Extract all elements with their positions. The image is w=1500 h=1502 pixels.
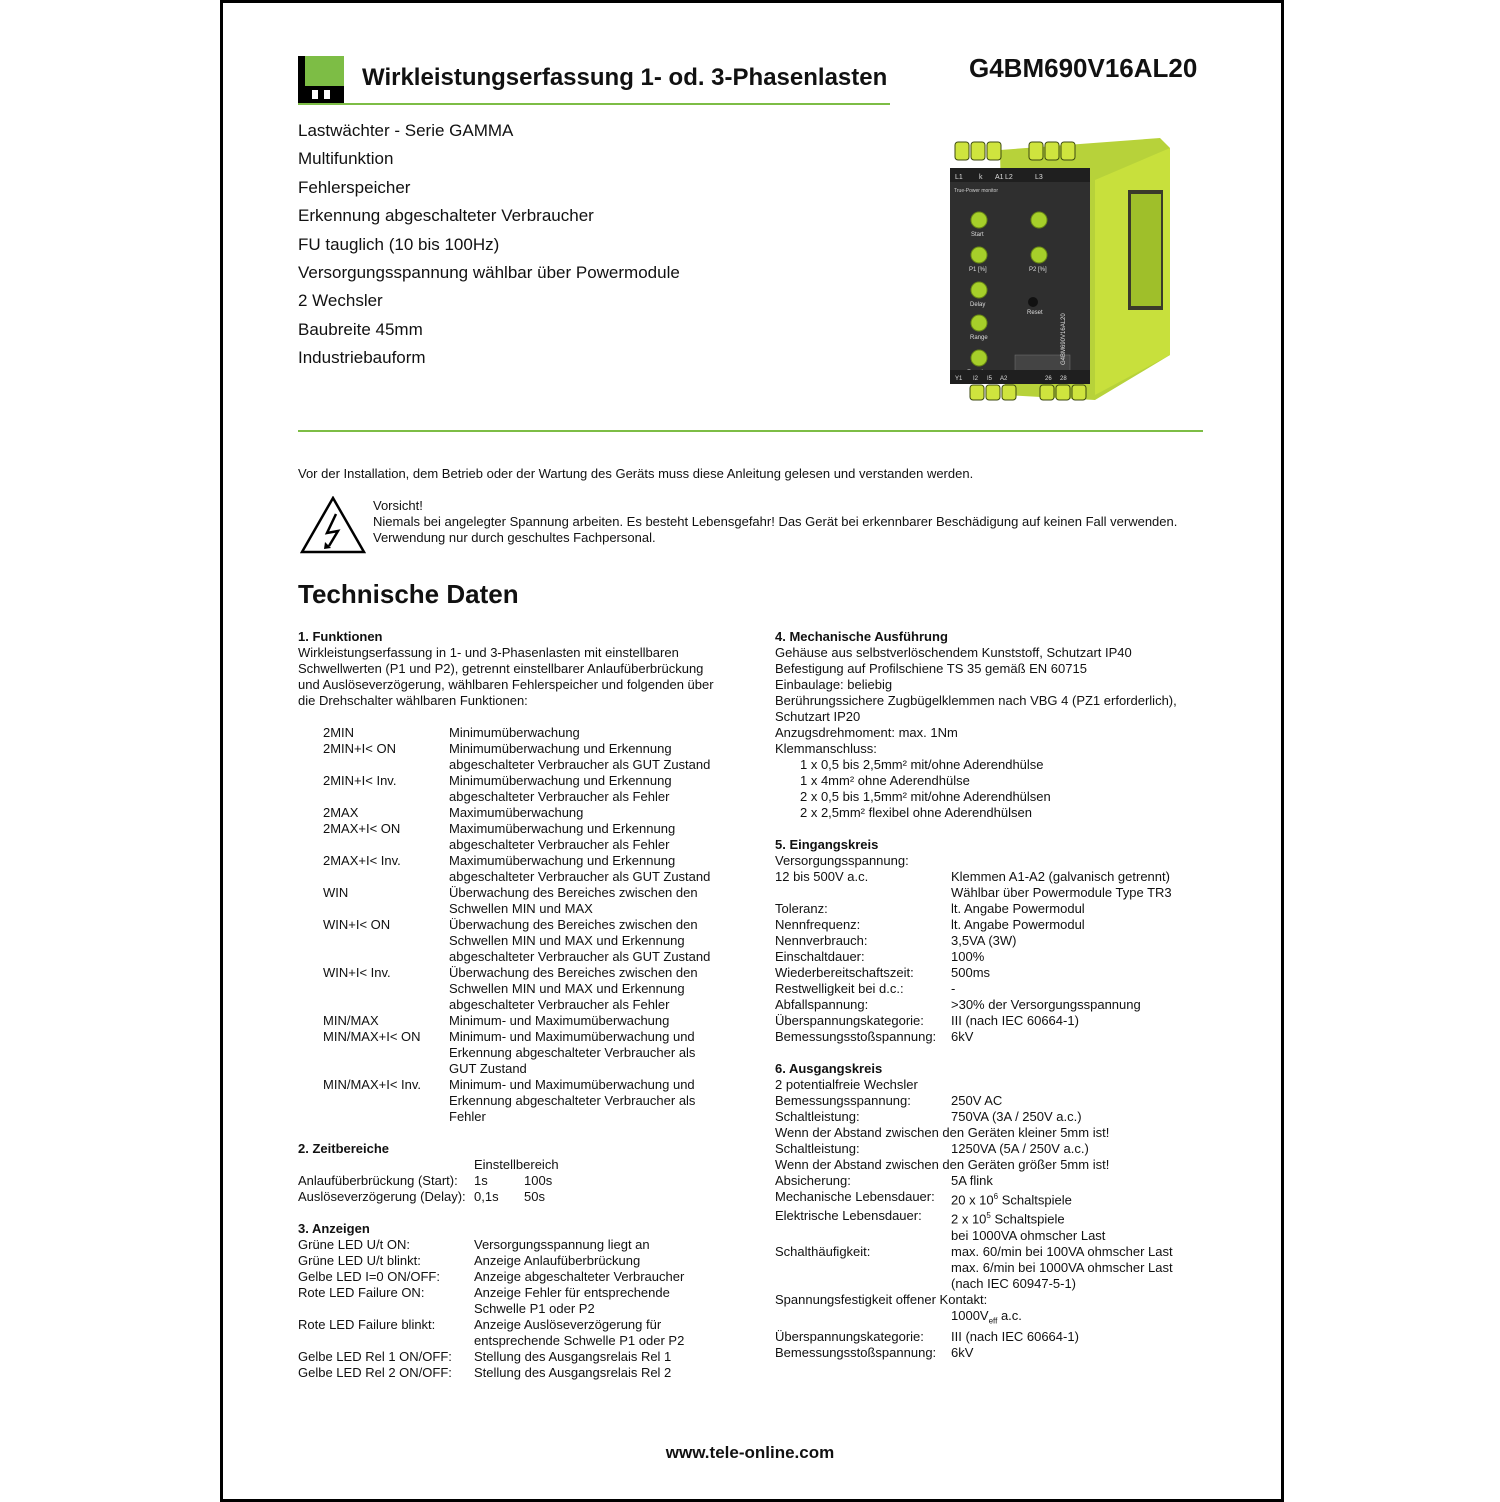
device-terminal-label: A2 xyxy=(1000,376,1008,382)
supply-label: Versorgungsspannung: xyxy=(775,853,909,868)
function-description-line: Minimumüberwachung und Erkennung xyxy=(449,773,672,788)
page-title: Wirkleistungserfassung 1- od. 3-Phasenlasten xyxy=(362,64,888,91)
section-heading: 2. Zeitbereiche xyxy=(298,1141,390,1156)
time-range-row xyxy=(298,1189,738,1205)
input-spec-label: Wiederbereitschaftszeit: xyxy=(775,965,914,980)
device-brand-label: True-Power monitor xyxy=(954,188,998,194)
section-text: Schutzart IP20 xyxy=(775,709,861,724)
indicator-row xyxy=(298,1365,738,1381)
function-description-line: abgeschalteter Verbraucher als Fehler xyxy=(449,837,670,852)
indicator-row xyxy=(298,1349,738,1365)
input-spec-value: 3,5VA (3W) xyxy=(951,933,1017,948)
device-knob-label: Reset xyxy=(1027,310,1043,316)
device-terminal-label: Y1 xyxy=(955,376,963,382)
function-row xyxy=(298,805,738,821)
input-spec-row xyxy=(775,949,1215,965)
input-spec-label: Bemessungsstoßspannung: xyxy=(775,1029,937,1044)
input-spec-value: 500ms xyxy=(951,965,991,980)
function-description-line: abgeschalteter Verbraucher als GUT Zustand xyxy=(449,757,711,772)
indicator-description-line: Anzeige Anlaufüberbrückung xyxy=(474,1253,641,1268)
section-text: und Auslöseverzögerung, wählbaren Fehlerspeicher und folgenden über xyxy=(298,677,714,692)
spacer xyxy=(298,1157,474,1173)
function-description-line: Erkennung abgeschalteter Verbraucher als xyxy=(449,1093,696,1108)
switching-capacity-row xyxy=(775,1109,1215,1125)
indicator-label: Rote LED Failure ON: xyxy=(298,1285,425,1300)
overvoltage-category-label: Überspannungskategorie: xyxy=(775,1329,924,1345)
function-description-line: Fehler xyxy=(449,1109,486,1124)
input-spec-label: Restwelligkeit bei d.c.: xyxy=(775,981,904,996)
function-description-line: Schwellen MIN und MAX und Erkennung xyxy=(449,981,685,996)
indicator-row xyxy=(298,1317,738,1349)
function-code: 2MAX xyxy=(323,805,359,820)
warning-line: Verwendung nur durch geschultes Fachpersonal. xyxy=(373,530,656,545)
function-row xyxy=(298,917,738,965)
input-spec-row xyxy=(775,1013,1215,1029)
input-spec-row xyxy=(775,997,1215,1013)
device-knob-label: Range xyxy=(970,335,988,341)
function-description xyxy=(449,1029,695,1077)
switching-frequency-label: Schalthäufigkeit: xyxy=(775,1243,871,1259)
footer-url: www.tele-online.com xyxy=(665,1443,835,1462)
device-terminal-label: L1 xyxy=(955,174,963,181)
time-range-header-row xyxy=(298,1157,738,1173)
function-row xyxy=(298,885,738,917)
function-description xyxy=(449,965,698,1013)
input-spec-value: lt. Angabe Powermodul xyxy=(951,917,1085,932)
supply-range: 12 bis 500V a.c. xyxy=(775,869,869,884)
electrical-life-value xyxy=(951,1208,1065,1227)
switching-capacity-value: 1250VA (5A / 250V a.c.) xyxy=(951,1141,1089,1156)
switching-frequency-value xyxy=(951,1244,1173,1292)
indicator-description-line: Anzeige Fehler für entsprechende xyxy=(474,1285,670,1300)
device-knob-label: P1 [%] xyxy=(969,267,987,273)
supply-description-line: Wählbar über Powermodule Type TR3 xyxy=(951,885,1172,900)
input-spec-row xyxy=(775,981,1215,997)
function-description xyxy=(449,853,710,885)
section-divider xyxy=(298,430,1203,432)
indicator-description xyxy=(474,1237,650,1253)
indicator-label: Gelbe LED Rel 1 ON/OFF: xyxy=(298,1349,452,1364)
time-range-min: 0,1s xyxy=(474,1189,499,1204)
feature-item: Multifunktion xyxy=(298,149,394,169)
function-description xyxy=(449,1077,695,1125)
indicator-description xyxy=(474,1269,684,1285)
function-description xyxy=(449,725,580,741)
mechanical-life-value xyxy=(951,1189,1072,1208)
input-spec-value: >30% der Versorgungsspannung xyxy=(951,997,1141,1012)
function-description xyxy=(449,885,698,917)
function-description-line: Überwachung des Bereiches zwischen den xyxy=(449,965,698,980)
feature-item: Erkennung abgeschalteter Verbraucher xyxy=(298,206,594,226)
indicator-description xyxy=(474,1317,684,1349)
function-row xyxy=(298,965,738,1013)
input-spec-value: III (nach IEC 60664-1) xyxy=(951,1013,1079,1028)
high-voltage-warning-icon xyxy=(300,496,366,554)
device-terminal-label: L2 xyxy=(1005,174,1013,181)
mechanical-life-exponent: 6 xyxy=(993,1192,999,1201)
section-text: die Drehschalter wählbaren Funktionen: xyxy=(298,693,528,708)
function-description-line: abgeschalteter Verbraucher als Fehler xyxy=(449,789,670,804)
electrical-life-note: bei 1000VA ohmscher Last xyxy=(951,1227,1106,1243)
device-product-image xyxy=(945,130,1180,405)
function-description-line: Minimumüberwachung und Erkennung xyxy=(449,741,672,756)
rated-voltage-value: 250V AC xyxy=(951,1093,1003,1108)
supply-description-line: Klemmen A1-A2 (galvanisch getrennt) xyxy=(951,869,1170,884)
product-code: G4BM690V16AL20 xyxy=(969,53,1198,83)
switching-frequency-line: (nach IEC 60947-5-1) xyxy=(951,1275,1077,1291)
function-code: MIN/MAX xyxy=(323,1013,379,1028)
feature-item: Industriebauform xyxy=(298,348,426,368)
switching-frequency-row xyxy=(775,1244,1215,1292)
feature-item: Versorgungsspannung wählbar über Powermodule xyxy=(298,263,680,283)
switching-capacity-row xyxy=(775,1141,1215,1157)
tech-data-heading: Technische Daten xyxy=(298,579,519,609)
dielectric-unit: a.c. xyxy=(997,1307,1022,1323)
dielectric-value xyxy=(951,1308,1022,1330)
mechanical-life-base: 20 x 10 xyxy=(951,1192,994,1208)
fuse-value: 5A flink xyxy=(951,1173,993,1188)
feature-item: Fehlerspeicher xyxy=(298,177,411,197)
specs-left-column xyxy=(298,629,738,1381)
warning-text xyxy=(373,498,1177,546)
feature-item: Baubreite 45mm xyxy=(298,319,423,339)
mechanical-life-row xyxy=(775,1189,1215,1208)
section-heading: 6. Ausgangskreis xyxy=(775,1061,883,1076)
input-spec-label: Überspannungskategorie: xyxy=(775,1013,924,1028)
electrical-life-label: Elektrische Lebensdauer: xyxy=(775,1208,922,1224)
section-text: Schwellwerten (P1 und P2), getrennt einstellbarer Anlaufüberbrückung xyxy=(298,661,704,676)
indicator-description xyxy=(474,1365,671,1381)
input-spec-value: 100% xyxy=(951,949,985,964)
input-spec-row xyxy=(775,965,1215,981)
electrical-life-base: 2 x 10 xyxy=(951,1211,987,1227)
terminal-spec-line: 2 x 2,5mm² flexibel ohne Aderendhülsen xyxy=(800,805,1032,820)
spacer xyxy=(775,1045,1215,1061)
device-terminal-label: I2 xyxy=(973,376,979,382)
function-code: MIN/MAX+I< ON xyxy=(323,1029,421,1044)
electrical-life-row xyxy=(775,1208,1215,1227)
section-heading: 4. Mechanische Ausführung xyxy=(775,629,948,644)
feature-item: Lastwächter - Serie GAMMA xyxy=(298,121,514,140)
indicator-description-line: Schwelle P1 oder P2 xyxy=(474,1301,595,1316)
indicator-description-line: entsprechende Schwelle P1 oder P2 xyxy=(474,1333,685,1348)
switching-capacity-label: Schaltleistung: xyxy=(775,1109,860,1124)
terminal-spec-line: 2 x 0,5 bis 1,5mm² mit/ohne Aderendhülsen xyxy=(800,789,1051,804)
function-description-line: Minimum- und Maximumüberwachung und xyxy=(449,1077,695,1092)
input-spec-label: Einschaltdauer: xyxy=(775,949,865,964)
intro-text: Vor der Installation, dem Betrieb oder der Wartung des Geräts muss diese Anleitung gelesen und verstanden werden. xyxy=(298,466,974,481)
section-text: Klemmanschluss: xyxy=(775,741,877,756)
time-range-row xyxy=(298,1173,738,1189)
function-code: MIN/MAX+I< Inv. xyxy=(323,1077,422,1092)
mechanical-life-label: Mechanische Lebensdauer: xyxy=(775,1189,935,1204)
function-code: 2MIN+I< ON xyxy=(323,741,396,756)
relay-description: 2 potentialfreie Wechsler xyxy=(775,1077,918,1092)
function-description xyxy=(449,821,675,853)
indicator-label: Gelbe LED I=0 ON/OFF: xyxy=(298,1269,440,1284)
input-spec-row xyxy=(775,901,1215,917)
time-range-label: Auslöseverzögerung (Delay): xyxy=(298,1189,466,1204)
input-spec-row xyxy=(775,917,1215,933)
indicator-description-line: Stellung des Ausgangsrelais Rel 1 xyxy=(474,1349,672,1364)
function-description-line: Schwellen MIN und MAX xyxy=(449,901,593,916)
function-description-line: Maximumüberwachung und Erkennung xyxy=(449,821,676,836)
device-knob-label: P2 [%] xyxy=(1029,267,1047,273)
input-spec-value: 6kV xyxy=(951,1029,974,1044)
function-code: 2MIN xyxy=(323,725,355,740)
section-text: Berührungssichere Zugbügelklemmen nach VBG 4 (PZ1 erforderlich), xyxy=(775,693,1177,708)
input-spec-value: - xyxy=(951,981,956,996)
function-description-line: Überwachung des Bereiches zwischen den xyxy=(449,917,698,932)
warning-title: Vorsicht! xyxy=(373,498,423,513)
function-row xyxy=(298,1013,738,1029)
input-spec-label: Nennverbrauch: xyxy=(775,933,868,948)
input-spec-row xyxy=(775,1029,1215,1045)
indicator-description xyxy=(474,1349,671,1365)
feature-list xyxy=(298,117,680,373)
section-text: Befestigung auf Profilschiene TS 35 gemäß EN 60715 xyxy=(775,661,1087,676)
warning-line: Niemals bei angelegter Spannung arbeiten. Es besteht Lebensgefahr! Das Gerät bei erkennbarer Beschädigung auf keinen Fall verwenden. xyxy=(373,514,1178,529)
dielectric-subscript: eff xyxy=(988,1316,998,1326)
section-text: Gehäuse aus selbstverlöschendem Kunststoff, Schutzart IP40 xyxy=(775,645,1132,660)
function-description-line: abgeschalteter Verbraucher als Fehler xyxy=(449,997,670,1012)
function-description xyxy=(449,741,710,773)
terminal-spec-line: 1 x 4mm² ohne Aderendhülse xyxy=(800,773,970,788)
function-code: 2MAX+I< ON xyxy=(323,821,401,836)
spacer xyxy=(298,1205,738,1221)
input-spec-label: Abfallspannung: xyxy=(775,997,869,1012)
function-description-line: GUT Zustand xyxy=(449,1061,527,1076)
rated-voltage-row xyxy=(775,1093,1215,1109)
switching-capacity-label: Schaltleistung: xyxy=(775,1141,860,1156)
input-spec-label: Toleranz: xyxy=(775,901,828,916)
function-description-line: Minimum- und Maximumüberwachung xyxy=(449,1013,670,1028)
mechanical-life-unit: Schaltspiele xyxy=(998,1192,1072,1208)
function-row xyxy=(298,1077,738,1125)
section-text: Einbaulage: beliebig xyxy=(775,677,893,692)
electrical-life-note-row xyxy=(775,1228,1215,1244)
function-description-line: abgeschalteter Verbraucher als GUT Zustand xyxy=(449,949,711,964)
function-description-line: Schwellen MIN und MAX und Erkennung xyxy=(449,933,685,948)
switching-frequency-line: max. 6/min bei 1000VA ohmscher Last xyxy=(951,1259,1173,1275)
device-terminal-label: k xyxy=(979,174,983,181)
function-row xyxy=(298,853,738,885)
function-row xyxy=(298,821,738,853)
overvoltage-category-row xyxy=(775,1329,1215,1345)
dielectric-row xyxy=(775,1308,1215,1330)
function-description-line: Minimum- und Maximumüberwachung und xyxy=(449,1029,695,1044)
input-spec-row xyxy=(775,933,1215,949)
function-description xyxy=(449,1013,669,1029)
section-text: Wirkleistungserfassung in 1- und 3-Phasenlasten mit einstellbaren xyxy=(298,645,679,660)
indicator-description-line: Anzeige Auslöseverzögerung für xyxy=(474,1317,662,1332)
indicator-description-line: Anzeige abgeschalteter Verbraucher xyxy=(474,1269,685,1284)
device-terminal-label: 26 xyxy=(1045,376,1052,382)
impulse-voltage-value: 6kV xyxy=(951,1345,974,1361)
section-heading: 5. Eingangskreis xyxy=(775,837,879,852)
indicator-label: Gelbe LED Rel 2 ON/OFF: xyxy=(298,1365,452,1380)
rated-voltage-label: Bemessungsspannung: xyxy=(775,1093,911,1108)
function-description-line: Überwachung des Bereiches zwischen den xyxy=(449,885,698,900)
section-heading: 1. Funktionen xyxy=(298,629,383,644)
overvoltage-category-value: III (nach IEC 60664-1) xyxy=(951,1329,1079,1345)
function-description-line: Maximumüberwachung und Erkennung xyxy=(449,853,676,868)
dielectric-base: 1000V xyxy=(951,1307,989,1323)
title-underline xyxy=(298,103,890,105)
function-code: WIN+I< ON xyxy=(323,917,391,932)
function-description xyxy=(449,917,710,965)
impulse-voltage-label: Bemessungsstoßspannung: xyxy=(775,1345,937,1361)
device-knob-label: Delay xyxy=(970,302,986,308)
electrical-life-exponent: 5 xyxy=(986,1211,991,1221)
device-terminal-label: L3 xyxy=(1035,174,1043,181)
indicator-label: Rote LED Failure blinkt: xyxy=(298,1317,436,1332)
input-spec-value: lt. Angabe Powermodul xyxy=(951,901,1085,916)
function-code: WIN xyxy=(323,885,349,900)
input-spec-label: Nennfrequenz: xyxy=(775,917,861,932)
function-code: 2MAX+I< Inv. xyxy=(323,853,401,868)
fuse-label: Absicherung: xyxy=(775,1173,851,1188)
function-description-line: abgeschalteter Verbraucher als GUT Zustand xyxy=(449,869,711,884)
tele-logo-icon xyxy=(298,56,344,104)
device-model-label: G4BM690V16AL20 xyxy=(1061,313,1067,365)
function-row xyxy=(298,773,738,805)
electrical-life-unit: Schaltspiele xyxy=(990,1211,1065,1227)
indicator-row xyxy=(298,1285,738,1317)
feature-item: FU tauglich (10 bis 100Hz) xyxy=(298,234,500,254)
section-text: Anzugsdrehmoment: max. 1Nm xyxy=(775,725,958,740)
impulse-voltage-row xyxy=(775,1345,1215,1361)
function-description-line: Maximumüberwachung xyxy=(449,805,584,820)
spacer xyxy=(298,1125,738,1141)
indicator-description xyxy=(474,1253,640,1269)
dielectric-label: Spannungsfestigkeit offener Kontakt: xyxy=(775,1291,988,1307)
indicator-description-line: Versorgungsspannung liegt an xyxy=(474,1237,650,1252)
switching-note: Wenn der Abstand zwischen den Geräten größer 5mm ist! xyxy=(775,1157,1110,1172)
function-row xyxy=(298,725,738,741)
function-description-line: Erkennung abgeschalteter Verbraucher als xyxy=(449,1045,696,1060)
terminal-spec-line: 1 x 0,5 bis 2,5mm² mit/ohne Aderendhülse xyxy=(800,757,1044,772)
fuse-row xyxy=(775,1173,1215,1189)
indicator-row xyxy=(298,1237,738,1253)
indicator-description xyxy=(474,1285,670,1317)
supply-description xyxy=(951,869,1172,901)
switching-frequency-line: max. 60/min bei 100VA ohmscher Last xyxy=(951,1243,1173,1259)
indicator-label: Grüne LED U/t blinkt: xyxy=(298,1253,421,1268)
function-row xyxy=(298,741,738,773)
spacer xyxy=(775,821,1215,837)
function-description xyxy=(449,805,583,821)
switching-note: Wenn der Abstand zwischen den Geräten kleiner 5mm ist! xyxy=(775,1125,1110,1140)
function-row xyxy=(298,1029,738,1077)
device-terminal-label: 28 xyxy=(1060,376,1067,382)
specs-right-column xyxy=(775,629,1215,1361)
feature-item: 2 Wechsler xyxy=(298,291,383,311)
spacer xyxy=(775,1308,951,1330)
supply-row xyxy=(775,869,1215,901)
spacer xyxy=(775,1228,951,1244)
function-description xyxy=(449,773,672,805)
section-heading: 3. Anzeigen xyxy=(298,1221,370,1236)
indicator-row xyxy=(298,1269,738,1285)
device-terminal-label: A1 xyxy=(995,174,1004,181)
time-range-max: 50s xyxy=(524,1189,545,1204)
function-description-line: Minimumüberwachung xyxy=(449,725,580,740)
spacer xyxy=(298,709,738,725)
indicator-row xyxy=(298,1253,738,1269)
time-range-col-header: Einstellbereich xyxy=(474,1157,559,1172)
time-range-label: Anlaufüberbrückung (Start): xyxy=(298,1173,458,1188)
function-code: WIN+I< Inv. xyxy=(323,965,391,980)
time-range-min: 1s xyxy=(474,1173,488,1188)
device-terminal-label: I5 xyxy=(987,376,993,382)
function-code: 2MIN+I< Inv. xyxy=(323,773,397,788)
switching-capacity-value: 750VA (3A / 250V a.c.) xyxy=(951,1109,1082,1124)
indicator-description-line: Stellung des Ausgangsrelais Rel 2 xyxy=(474,1365,672,1380)
device-knob-label: Start xyxy=(971,232,984,238)
indicator-label: Grüne LED U/t ON: xyxy=(298,1237,410,1252)
time-range-max: 100s xyxy=(524,1173,553,1188)
